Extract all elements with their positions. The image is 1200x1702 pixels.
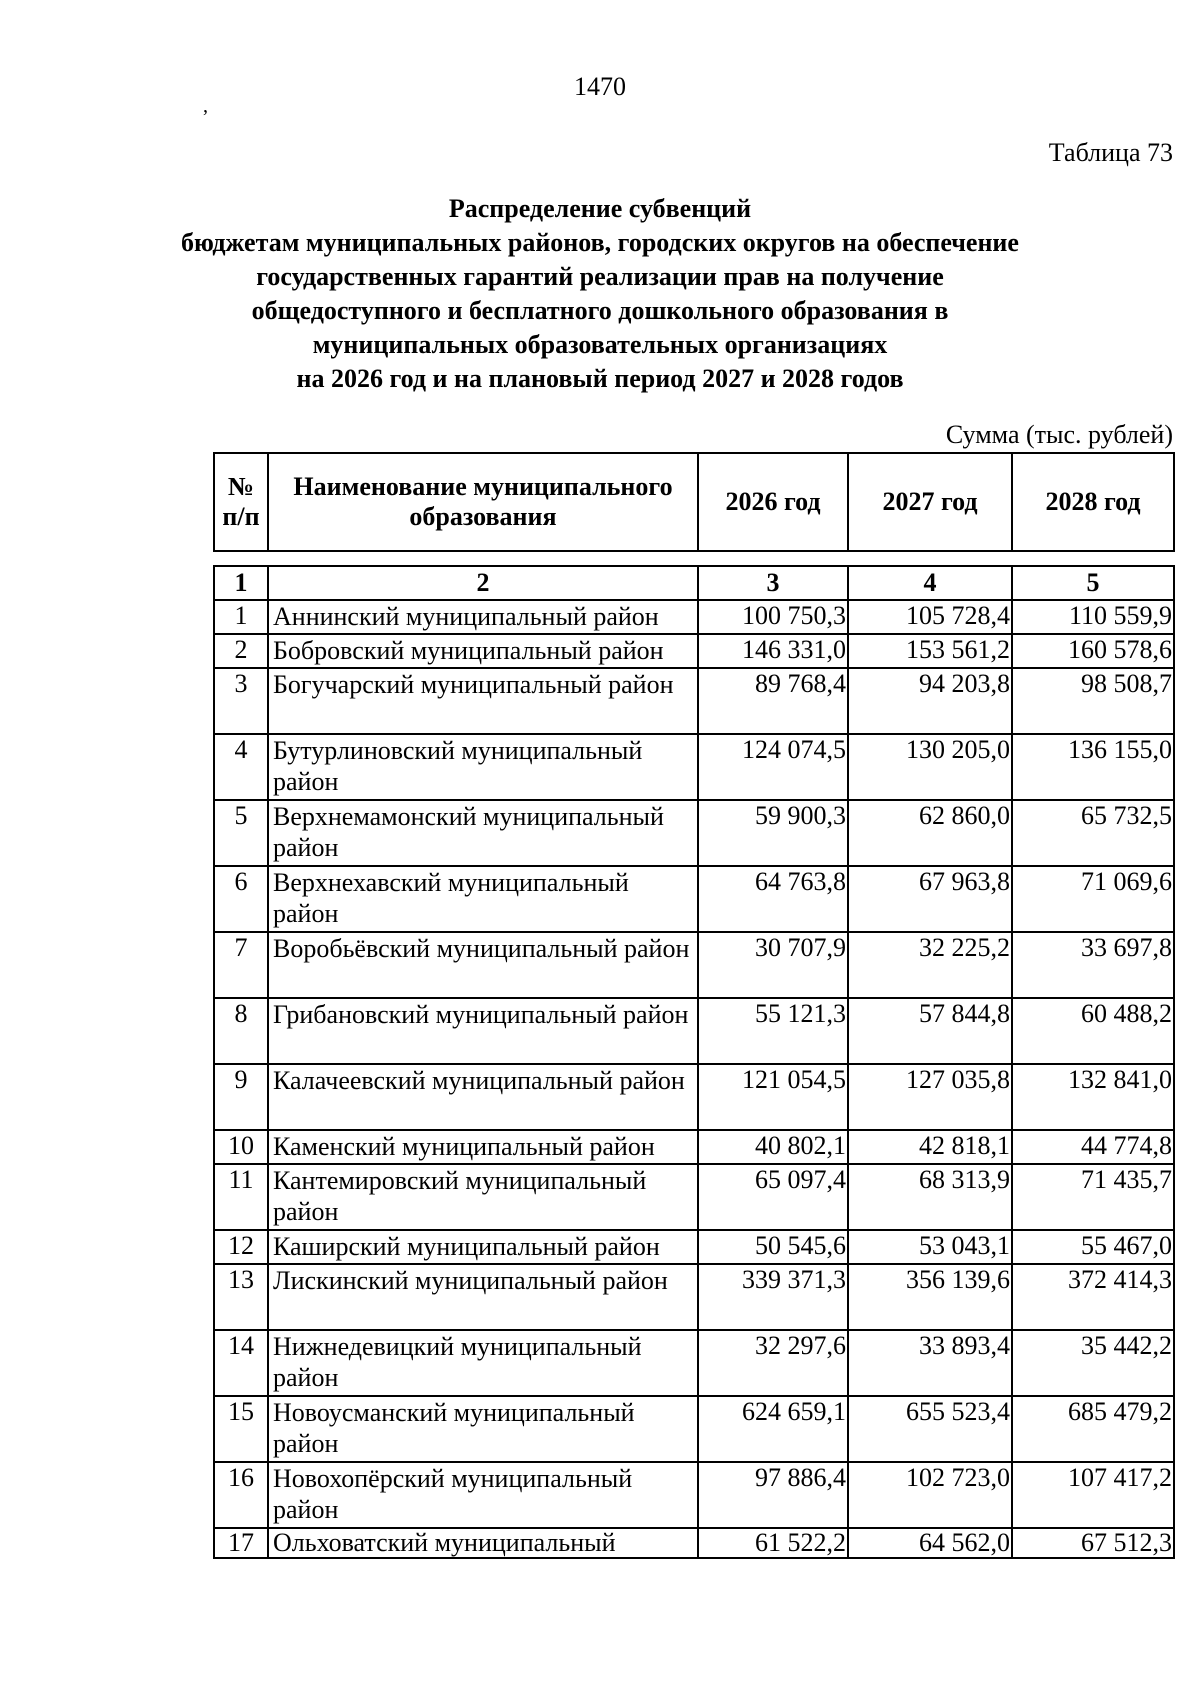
value-2028: 98 508,7 <box>1012 668 1174 734</box>
municipality-name: Новохопёрский муниципальный район <box>268 1462 698 1528</box>
municipality-name: Каменский муниципальный район <box>268 1130 698 1164</box>
row-number: 8 <box>214 998 268 1064</box>
header-2026: 2026 год <box>698 453 848 551</box>
table-label: Таблица 73 <box>1048 138 1173 167</box>
value-2028: 44 774,8 <box>1012 1130 1174 1164</box>
municipality-name: Бутурлиновский муниципальный район <box>268 734 698 800</box>
row-number: 4 <box>214 734 268 800</box>
document-title <box>0 192 1200 396</box>
value-2026: 55 121,3 <box>698 998 848 1064</box>
row-number: 11 <box>214 1164 268 1230</box>
title-line: Распределение субвенций <box>448 194 752 223</box>
row-number: 12 <box>214 1230 268 1264</box>
column-number-row <box>214 566 1174 600</box>
row-number: 9 <box>214 1064 268 1130</box>
row-number: 6 <box>214 866 268 932</box>
value-2027: 127 035,8 <box>848 1064 1012 1130</box>
header-number: № п/п <box>214 453 268 551</box>
value-2027: 67 963,8 <box>848 866 1012 932</box>
row-number: 14 <box>214 1330 268 1396</box>
value-2027: 68 313,9 <box>848 1164 1012 1230</box>
table-row <box>214 668 1174 734</box>
value-2026: 50 545,6 <box>698 1230 848 1264</box>
table-row <box>214 1230 1174 1264</box>
title-line: на 2026 год и на плановый период 2027 и 2028 годов <box>296 364 904 393</box>
column-number: 1 <box>214 566 268 600</box>
page-number: 1470 <box>574 72 626 101</box>
row-number: 5 <box>214 800 268 866</box>
value-2028: 136 155,0 <box>1012 734 1174 800</box>
value-2027: 105 728,4 <box>848 600 1012 634</box>
column-number: 2 <box>268 566 698 600</box>
value-2026: 339 371,3 <box>698 1264 848 1330</box>
row-number: 13 <box>214 1264 268 1330</box>
municipality-name: Ольховатский муниципальный <box>268 1528 698 1558</box>
value-2027: 42 818,1 <box>848 1130 1012 1164</box>
value-2028: 33 697,8 <box>1012 932 1174 998</box>
stray-mark: , <box>203 95 208 117</box>
municipality-name: Бобровский муниципальный район <box>268 634 698 668</box>
row-number: 16 <box>214 1462 268 1528</box>
table-row <box>214 1330 1174 1396</box>
value-2027: 62 860,0 <box>848 800 1012 866</box>
value-2028: 160 578,6 <box>1012 634 1174 668</box>
header-2028: 2028 год <box>1012 453 1174 551</box>
value-2026: 61 522,2 <box>698 1528 848 1558</box>
value-2028: 55 467,0 <box>1012 1230 1174 1264</box>
value-2027: 33 893,4 <box>848 1330 1012 1396</box>
header-municipality: Наименование муниципального образования <box>268 453 698 551</box>
value-2028: 685 479,2 <box>1012 1396 1174 1462</box>
table-row <box>214 800 1174 866</box>
value-2027: 64 562,0 <box>848 1528 1012 1558</box>
value-2027: 57 844,8 <box>848 998 1012 1064</box>
municipality-name: Новоусманский муниципальный район <box>268 1396 698 1462</box>
municipality-name: Грибановский муниципальный район <box>268 998 698 1064</box>
value-2028: 107 417,2 <box>1012 1462 1174 1528</box>
value-2028: 71 435,7 <box>1012 1164 1174 1230</box>
value-2026: 64 763,8 <box>698 866 848 932</box>
value-2026: 146 331,0 <box>698 634 848 668</box>
municipality-name: Нижнедевицкий муниципальный район <box>268 1330 698 1396</box>
value-2026: 40 802,1 <box>698 1130 848 1164</box>
value-2026: 32 297,6 <box>698 1330 848 1396</box>
table-row <box>214 634 1174 668</box>
value-2027: 32 225,2 <box>848 932 1012 998</box>
row-number: 7 <box>214 932 268 998</box>
table-row <box>214 998 1174 1064</box>
value-2026: 121 054,5 <box>698 1064 848 1130</box>
row-number: 10 <box>214 1130 268 1164</box>
table-row <box>214 1164 1174 1230</box>
value-2028: 132 841,0 <box>1012 1064 1174 1130</box>
table-row <box>214 866 1174 932</box>
municipality-name: Лискинский муниципальный район <box>268 1264 698 1330</box>
table-row <box>214 1064 1174 1130</box>
title-line: государственных гарантий реализации прав на получение <box>256 262 944 291</box>
column-number: 5 <box>1012 566 1174 600</box>
table-row <box>214 1396 1174 1462</box>
municipality-name: Верхнехавский муниципальный район <box>268 866 698 932</box>
value-2028: 71 069,6 <box>1012 866 1174 932</box>
value-2028: 65 732,5 <box>1012 800 1174 866</box>
table-row <box>214 1528 1174 1558</box>
title-line: муниципальных образовательных организациях <box>312 330 888 359</box>
value-2026: 624 659,1 <box>698 1396 848 1462</box>
municipality-name: Верхнемамонский муниципальный район <box>268 800 698 866</box>
value-2028: 67 512,3 <box>1012 1528 1174 1558</box>
value-2026: 65 097,4 <box>698 1164 848 1230</box>
value-2026: 124 074,5 <box>698 734 848 800</box>
municipality-name: Аннинский муниципальный район <box>268 600 698 634</box>
value-2027: 655 523,4 <box>848 1396 1012 1462</box>
units-label: Сумма (тыс. рублей) <box>945 420 1173 449</box>
value-2026: 97 886,4 <box>698 1462 848 1528</box>
value-2028: 372 414,3 <box>1012 1264 1174 1330</box>
value-2028: 35 442,2 <box>1012 1330 1174 1396</box>
municipality-name: Калачеевский муниципальный район <box>268 1064 698 1130</box>
value-2027: 53 043,1 <box>848 1230 1012 1264</box>
title-line: бюджетам муниципальных районов, городских округов на обеспечение <box>181 228 1019 257</box>
column-number: 3 <box>698 566 848 600</box>
table-row <box>214 1462 1174 1528</box>
table-row <box>214 1264 1174 1330</box>
table-header <box>213 452 1175 552</box>
table-row <box>214 734 1174 800</box>
municipality-name: Воробьёвский муниципальный район <box>268 932 698 998</box>
row-number: 17 <box>214 1528 268 1558</box>
value-2027: 102 723,0 <box>848 1462 1012 1528</box>
table-row <box>214 932 1174 998</box>
row-number: 1 <box>214 600 268 634</box>
title-line: общедоступного и бесплатного дошкольного образования в <box>251 296 949 325</box>
row-number: 15 <box>214 1396 268 1462</box>
value-2027: 130 205,0 <box>848 734 1012 800</box>
value-2028: 60 488,2 <box>1012 998 1174 1064</box>
table-row <box>214 600 1174 634</box>
table-row <box>214 1130 1174 1164</box>
value-2026: 89 768,4 <box>698 668 848 734</box>
value-2027: 356 139,6 <box>848 1264 1012 1330</box>
value-2026: 59 900,3 <box>698 800 848 866</box>
municipality-name: Каширский муниципальный район <box>268 1230 698 1264</box>
column-number: 4 <box>848 566 1012 600</box>
value-2028: 110 559,9 <box>1012 600 1174 634</box>
row-number: 3 <box>214 668 268 734</box>
value-2026: 100 750,3 <box>698 600 848 634</box>
header-2027: 2027 год <box>848 453 1012 551</box>
value-2027: 94 203,8 <box>848 668 1012 734</box>
municipality-name: Богучарский муниципальный район <box>268 668 698 734</box>
row-number: 2 <box>214 634 268 668</box>
value-2026: 30 707,9 <box>698 932 848 998</box>
municipality-name: Кантемировский муниципальный район <box>268 1164 698 1230</box>
value-2027: 153 561,2 <box>848 634 1012 668</box>
subsidy-table <box>213 565 1175 1559</box>
